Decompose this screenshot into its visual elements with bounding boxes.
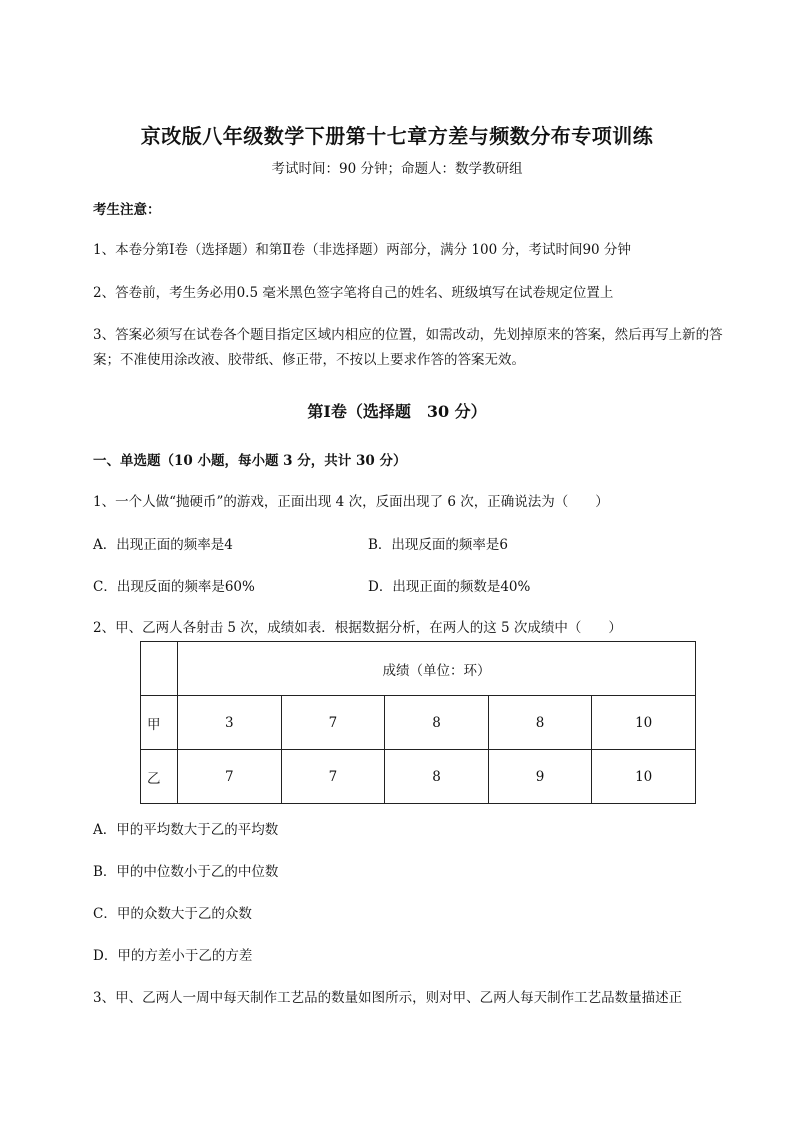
table-cell: 8 bbox=[488, 696, 592, 750]
score-table-corner bbox=[141, 642, 178, 696]
question-1-stem: 1、一个人做“抛硬币”的游戏，正面出现 4 次，反面出现了 6 次，正确说法为（ ） bbox=[93, 494, 609, 510]
table-cell: 8 bbox=[385, 750, 489, 804]
question-1-option-c: C．出现反面的频率是60% bbox=[93, 579, 255, 595]
part-heading: 一、单选题（10 小题，每小题 3 分，共计 30 分） bbox=[93, 453, 407, 469]
table-cell: 8 bbox=[385, 696, 489, 750]
question-2-option-b: B．甲的中位数小于乙的中位数 bbox=[93, 864, 279, 880]
question-1-option-b: B．出现反面的频率是6 bbox=[368, 537, 509, 553]
table-row bbox=[141, 696, 696, 750]
question-2-option-d: D．甲的方差小于乙的方差 bbox=[93, 948, 253, 964]
notice-item-3: 3、答案必须写在试卷各个题目指定区域内相应的位置，如需改动，先划掉原来的答案，然后再写上新的答案；不准使用涂改液、胶带纸、修正带，不按以上要求作答的答案无效。 bbox=[93, 327, 723, 368]
table-cell: 7 bbox=[281, 696, 385, 750]
score-table-header: 成绩（单位：环） bbox=[178, 642, 696, 696]
notice-item-1: 1、本卷分第Ⅰ卷（选择题）和第Ⅱ卷（非选择题）两部分，满分 100 分，考试时间90 分钟 bbox=[93, 242, 631, 258]
exam-info: 考试时间：90 分钟；命题人：数学教研组 bbox=[271, 161, 523, 177]
question-2-stem: 2、甲、乙两人各射击 5 次，成绩如表．根据数据分析，在两人的这 5 次成绩中（ ） bbox=[93, 620, 622, 636]
score-table bbox=[140, 641, 696, 804]
table-row bbox=[141, 750, 696, 804]
row-name-yi: 乙 bbox=[141, 750, 178, 804]
notice-heading: 考生注意： bbox=[93, 202, 161, 218]
row-name-jia: 甲 bbox=[141, 696, 178, 750]
question-1-option-a: A．出现正面的频率是4 bbox=[93, 537, 233, 553]
page-title: 京改版八年级数学下册第十七章方差与频数分布专项训练 bbox=[140, 124, 654, 148]
notice-item-2: 2、答卷前，考生务必用0.5 毫米黑色签字笔将自己的姓名、班级填写在试卷规定位置上 bbox=[93, 285, 614, 301]
question-3-stem: 3、甲、乙两人一周中每天制作工艺品的数量如图所示，则对甲、乙两人每天制作工艺品数量描述正 bbox=[93, 990, 683, 1006]
table-cell: 10 bbox=[592, 750, 696, 804]
question-2-option-c: C．甲的众数大于乙的众数 bbox=[93, 906, 252, 922]
table-cell: 7 bbox=[281, 750, 385, 804]
table-cell: 3 bbox=[178, 696, 282, 750]
section-title: 第Ⅰ卷（选择题 30 分） bbox=[307, 402, 487, 421]
table-cell: 10 bbox=[592, 696, 696, 750]
table-cell: 7 bbox=[178, 750, 282, 804]
question-2-option-a: A．甲的平均数大于乙的平均数 bbox=[93, 822, 279, 838]
question-1-option-d: D．出现正面的频数是40% bbox=[368, 579, 531, 595]
score-table-header-row bbox=[141, 642, 696, 696]
table-cell: 9 bbox=[488, 750, 592, 804]
